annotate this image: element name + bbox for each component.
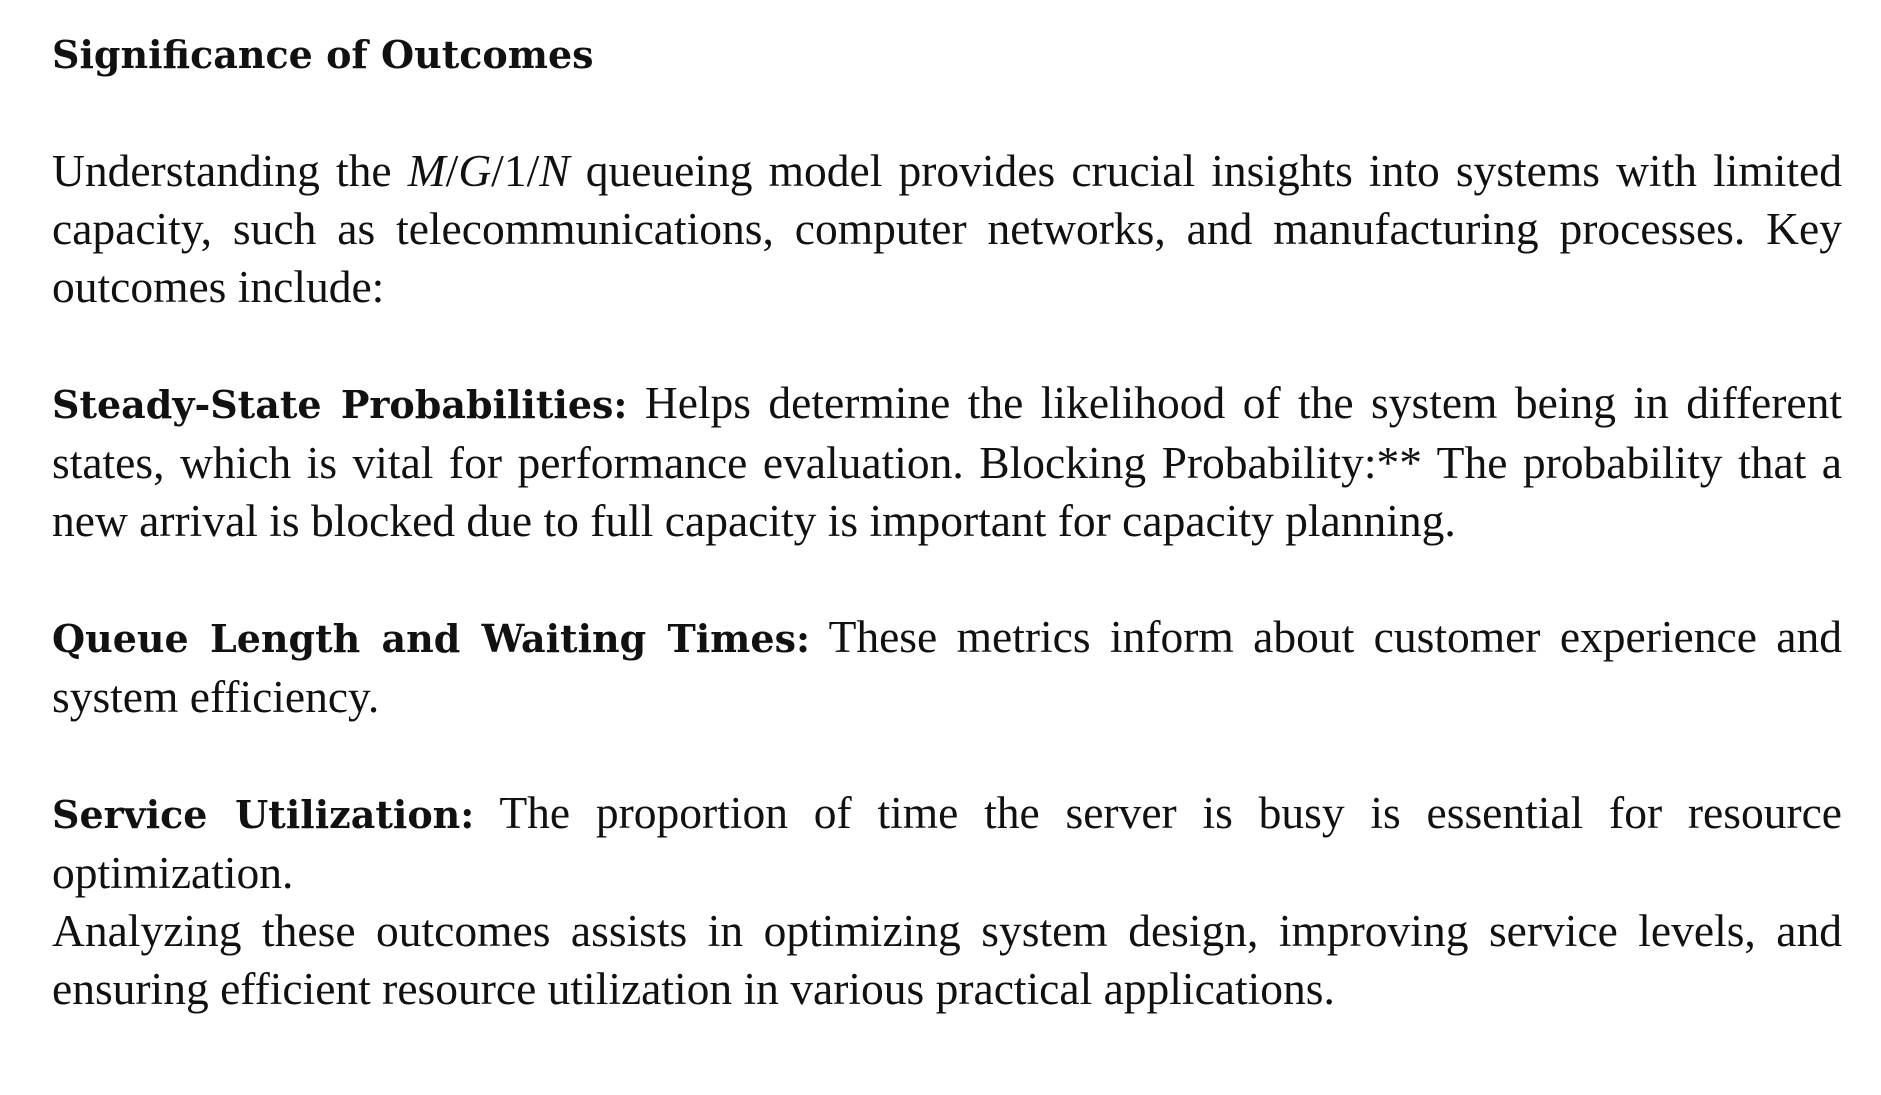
model-symbol-n: N	[539, 145, 570, 196]
outcome-description: The proportion of time the server is busy is essential for resource optimization.	[52, 787, 1842, 898]
conclusion-paragraph: Analyzing these outcomes assists in optimizing system design, improving service levels, and ensuring efficient resource utilization in various practical applications.	[52, 905, 1842, 1014]
outcome-description: These metrics inform about customer experience and system efficiency.	[52, 611, 1842, 722]
outcome-term: Service Utilization:	[52, 792, 475, 837]
outcome-item-steady-state	[52, 374, 1842, 550]
document-page	[52, 26, 1842, 1018]
queue-model-notation	[408, 145, 570, 196]
intro-paragraph	[52, 142, 1842, 316]
outcome-item-service-utilization	[52, 784, 1842, 902]
model-symbol-one: 1	[503, 145, 527, 196]
model-slash: /	[445, 145, 459, 196]
intro-text-before: Understanding the	[52, 145, 408, 196]
outcome-description: Helps determine the likelihood of the system being in different states, which is vital for performance evaluation. Blocking Probability:** The probability that a new arrival is blocked due to full capacity is important for capacity planning.	[52, 377, 1842, 546]
model-symbol-m: M	[407, 145, 446, 196]
outcome-term: Queue Length and Waiting Times:	[52, 616, 810, 661]
model-slash: /	[526, 145, 540, 196]
model-symbol-g: G	[458, 145, 492, 196]
outcome-item-queue-length	[52, 608, 1842, 726]
intro-text-after: queueing model provides crucial insights into systems with limited capacity, such as telecommunications, computer networks, and manufacturing processes. Key outcomes include:	[52, 145, 1842, 312]
outcome-term: Steady-State Probabilities:	[52, 382, 628, 427]
section-heading: Significance of Outcomes	[52, 32, 594, 77]
model-slash: /	[491, 145, 504, 196]
